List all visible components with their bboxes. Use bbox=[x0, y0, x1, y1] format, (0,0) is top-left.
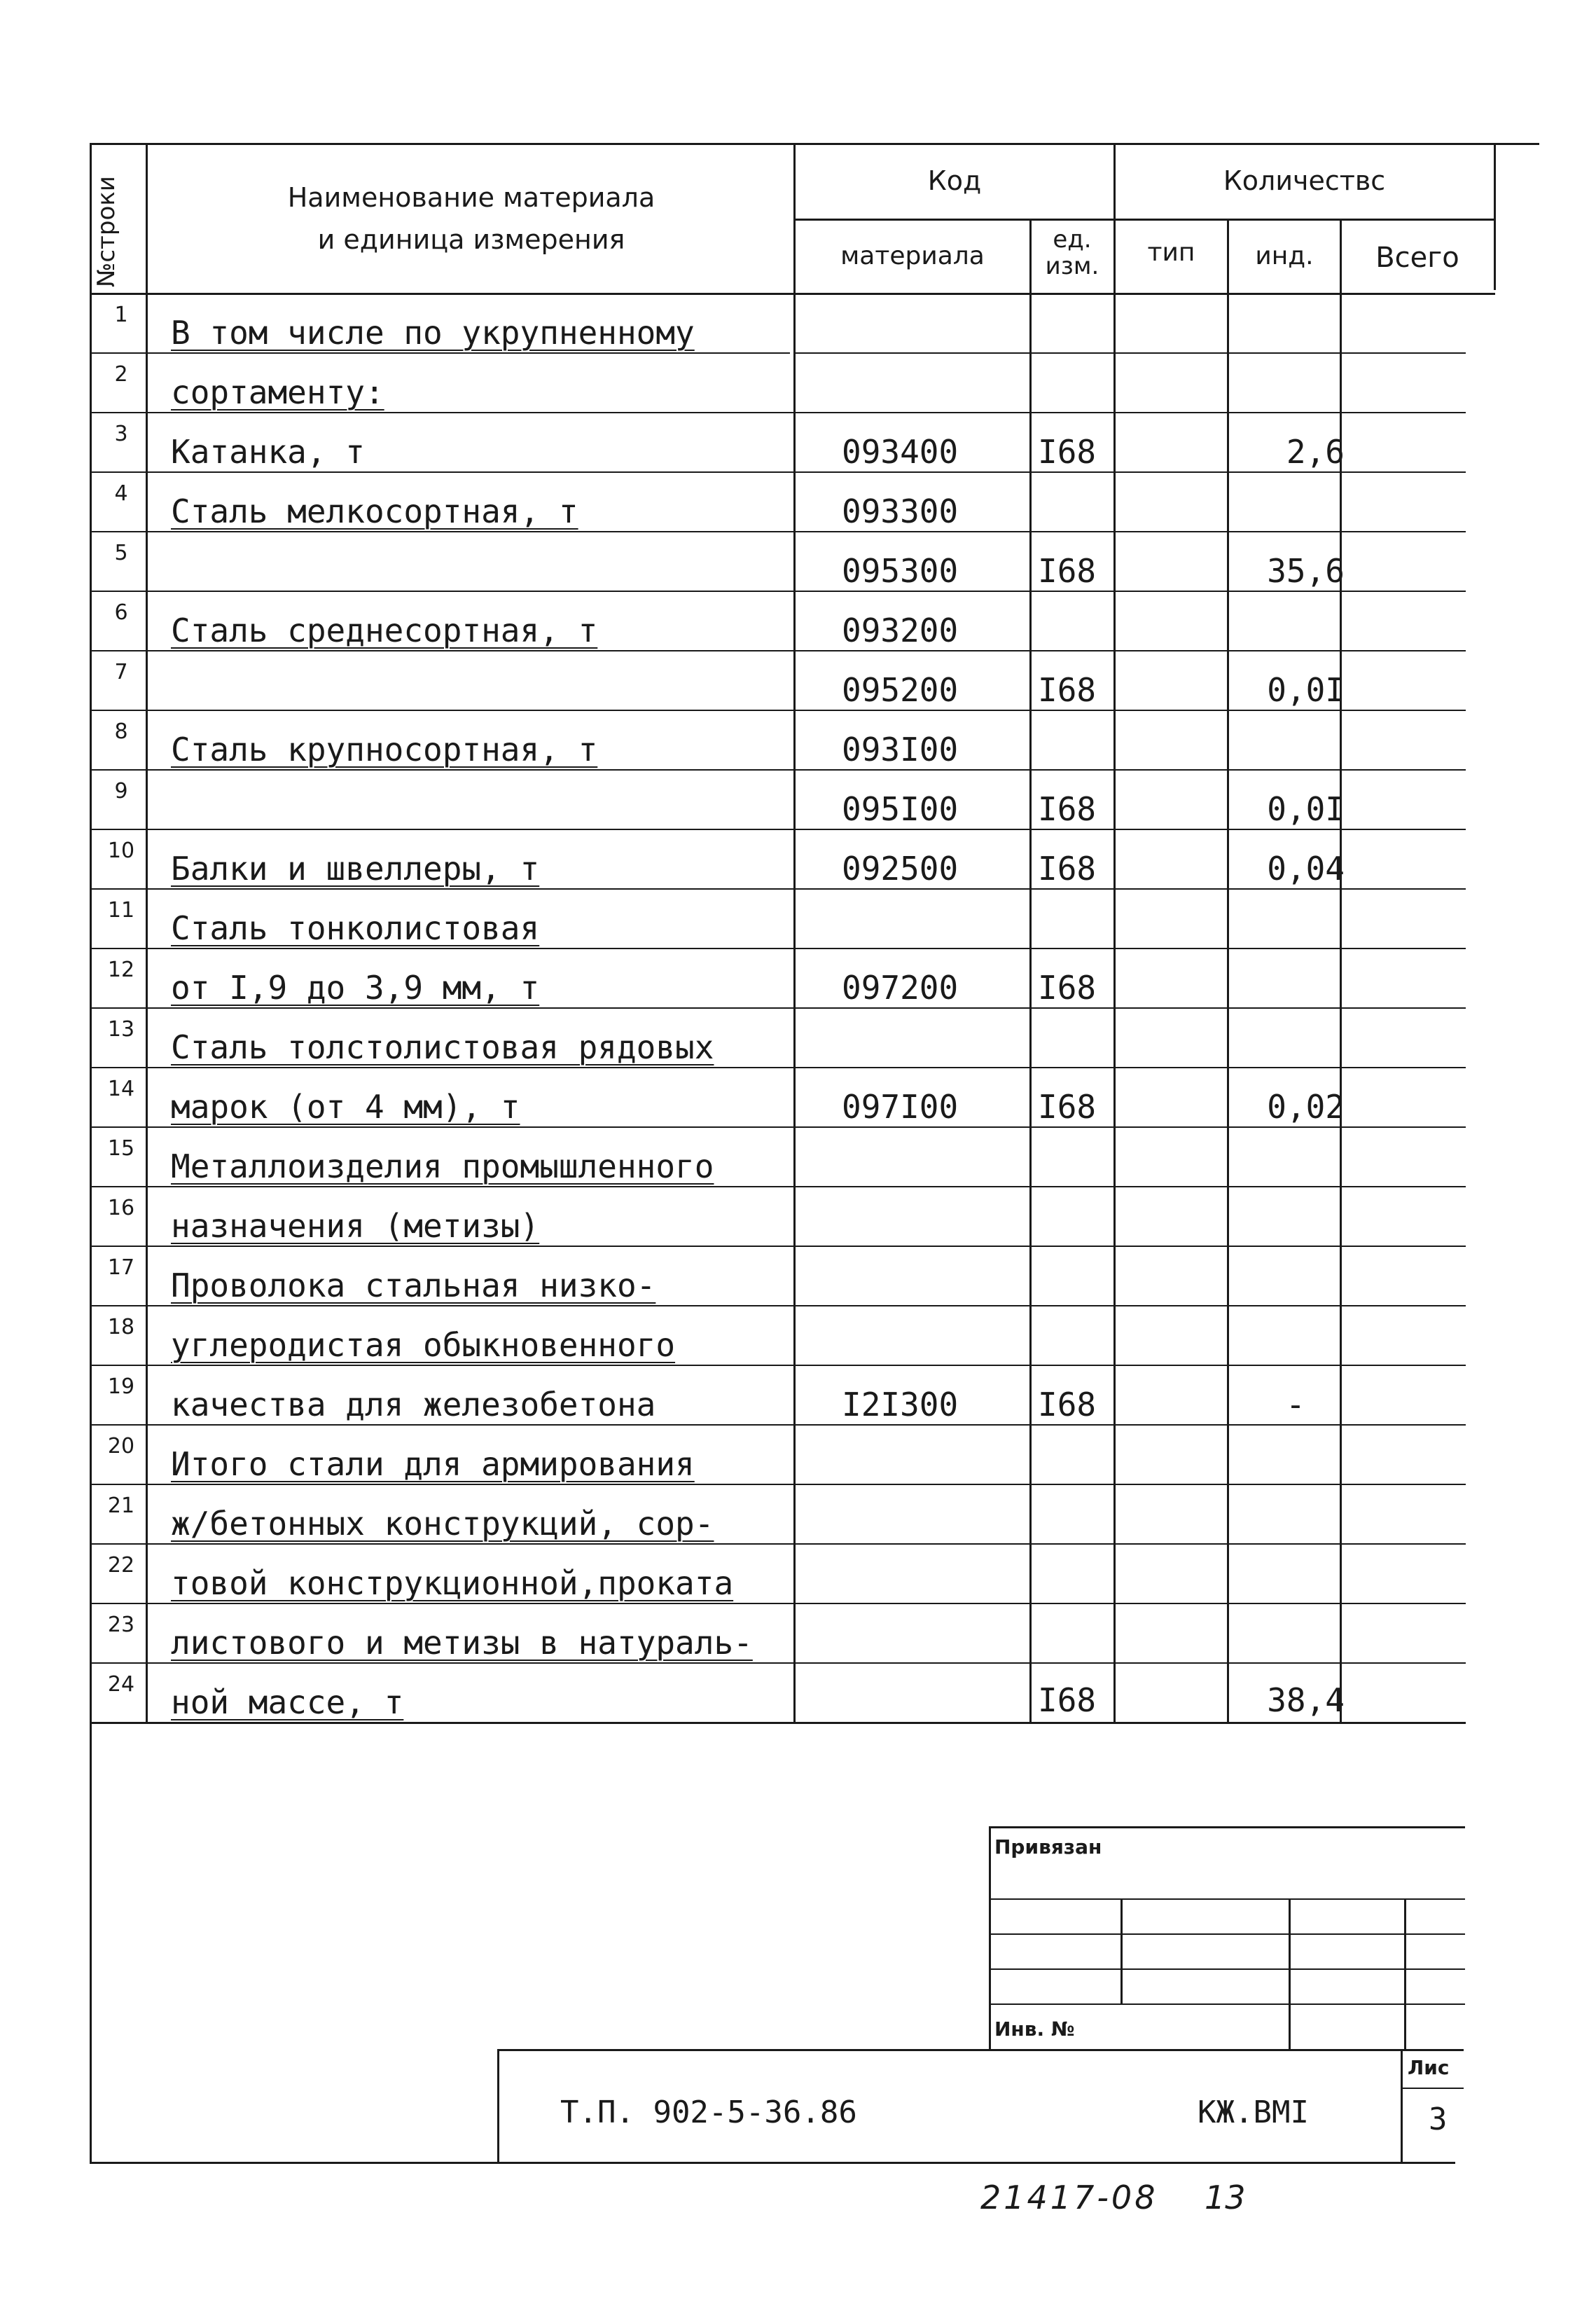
row-number: 2 bbox=[114, 362, 128, 387]
quantity-ind: 0,02 bbox=[1267, 1088, 1345, 1126]
row-number: 5 bbox=[114, 541, 128, 565]
material-name: ной массе, т bbox=[171, 1683, 404, 1721]
unit-code: I68 bbox=[1038, 433, 1097, 471]
material-code: 095300 bbox=[842, 552, 959, 590]
unit-header-line2: изм. bbox=[1045, 252, 1099, 280]
row-number: 21 bbox=[107, 1494, 135, 1518]
quantity-ind: 38,4 bbox=[1267, 1681, 1345, 1719]
row-number: 3 bbox=[114, 422, 128, 446]
quantity-ind: 0,04 bbox=[1267, 850, 1345, 888]
code-header: Код bbox=[927, 165, 982, 196]
material-name: Сталь толстолистовая рядовых bbox=[171, 1028, 714, 1066]
material-name: сортаменту: bbox=[171, 373, 384, 411]
material-code: 095I00 bbox=[842, 790, 959, 828]
row-number: 16 bbox=[107, 1196, 135, 1220]
unit-code: I68 bbox=[1038, 790, 1097, 828]
material-name: Балки и швеллеры, т bbox=[171, 850, 540, 888]
material-name: Сталь крупносортная, т bbox=[171, 731, 598, 768]
ind-header: инд. bbox=[1255, 242, 1314, 270]
material-name: товой конструкционной,проката bbox=[171, 1564, 734, 1602]
material-name: Сталь среднесортная, т bbox=[171, 612, 598, 649]
row-number: 24 bbox=[107, 1672, 135, 1697]
row-number: 12 bbox=[107, 958, 135, 982]
inventory-number-label: Инв. № bbox=[994, 2017, 1075, 2041]
quantity-ind: 0,0I bbox=[1267, 790, 1345, 828]
sheet-number: 3 bbox=[1429, 2102, 1448, 2137]
document-mark: КЖ.ВМI bbox=[1198, 2095, 1309, 2130]
name-header-line1: Наименование материала bbox=[287, 182, 655, 213]
material-name: Итого стали для армирования bbox=[171, 1445, 695, 1483]
handwritten-archive-number: 21417-08 bbox=[980, 2179, 1158, 2216]
unit-header-line1: ед. bbox=[1053, 226, 1092, 254]
material-name: углеродистая обыкновенного bbox=[171, 1326, 676, 1364]
row-number: 13 bbox=[107, 1017, 135, 1042]
row-number: 19 bbox=[107, 1374, 135, 1399]
unit-code: I68 bbox=[1038, 850, 1097, 888]
quantity-ind: - bbox=[1286, 1386, 1305, 1423]
material-name: В том числе по укрупненному bbox=[171, 314, 695, 352]
row-number: 8 bbox=[114, 719, 128, 744]
material-name: Сталь мелкосортная, т bbox=[171, 492, 578, 530]
name-header-line2: и единица измерения bbox=[317, 224, 625, 255]
row-number: 7 bbox=[114, 660, 128, 684]
row-number: 9 bbox=[114, 779, 128, 803]
material-name: качества для железобетона bbox=[171, 1386, 656, 1423]
material-name: марок (от 4 мм), т bbox=[171, 1088, 520, 1126]
row-number: 11 bbox=[107, 898, 135, 923]
unit-code: I68 bbox=[1038, 552, 1097, 590]
row-number-header: №строки bbox=[92, 176, 120, 287]
material-name: Проволока стальная низко- bbox=[171, 1267, 656, 1304]
quantity-ind: 0,0I bbox=[1267, 671, 1345, 709]
material-name: ж/бетонных конструкций, сор- bbox=[171, 1505, 714, 1543]
material-code: 095200 bbox=[842, 671, 959, 709]
row-number: 20 bbox=[107, 1434, 135, 1458]
material-code: 093300 bbox=[842, 492, 959, 530]
material-name: Сталь тонколистовая bbox=[171, 909, 540, 947]
material-code: 097I00 bbox=[842, 1088, 959, 1126]
material-code: 093I00 bbox=[842, 731, 959, 768]
material-code: 092500 bbox=[842, 850, 959, 888]
row-number: 15 bbox=[107, 1136, 135, 1161]
row-number: 23 bbox=[107, 1613, 135, 1637]
row-number: 4 bbox=[114, 481, 128, 506]
handwritten-page-number: 13 bbox=[1205, 2179, 1246, 2216]
document-code: Т.П. 902-5-36.86 bbox=[560, 2095, 857, 2130]
unit-code: I68 bbox=[1038, 671, 1097, 709]
sheet-label: Лис bbox=[1408, 2056, 1450, 2079]
quantity-ind: 35,6 bbox=[1267, 552, 1345, 590]
row-number: 6 bbox=[114, 600, 128, 625]
row-number: 14 bbox=[107, 1077, 135, 1101]
material-code: 093200 bbox=[842, 612, 959, 649]
material-name: листового и метизы в натураль- bbox=[171, 1624, 753, 1662]
unit-code: I68 bbox=[1038, 1088, 1097, 1126]
material-code: I2I300 bbox=[842, 1386, 959, 1423]
material-name: Металлоизделия промышленного bbox=[171, 1147, 714, 1185]
material-code: 093400 bbox=[842, 433, 959, 471]
quantity-header: Количествс bbox=[1223, 165, 1386, 196]
unit-code: I68 bbox=[1038, 969, 1097, 1007]
material-name: назначения (метизы) bbox=[171, 1207, 540, 1245]
material-code: 097200 bbox=[842, 969, 959, 1007]
row-number: 22 bbox=[107, 1553, 135, 1578]
unit-code: I68 bbox=[1038, 1681, 1097, 1719]
row-number: 17 bbox=[107, 1255, 135, 1280]
type-header: тип bbox=[1147, 238, 1195, 267]
row-number: 18 bbox=[107, 1315, 135, 1339]
material-name: Катанка, т bbox=[171, 433, 365, 471]
bound-label: Привязан bbox=[994, 1835, 1102, 1858]
row-number: 10 bbox=[107, 839, 135, 863]
quantity-ind: 2,6 bbox=[1286, 433, 1345, 471]
material-name: от I,9 до 3,9 мм, т bbox=[171, 969, 540, 1007]
total-header: Всего bbox=[1375, 242, 1459, 274]
material-code-header: материала bbox=[840, 242, 985, 270]
unit-code: I68 bbox=[1038, 1386, 1097, 1423]
row-number: 1 bbox=[114, 303, 128, 327]
